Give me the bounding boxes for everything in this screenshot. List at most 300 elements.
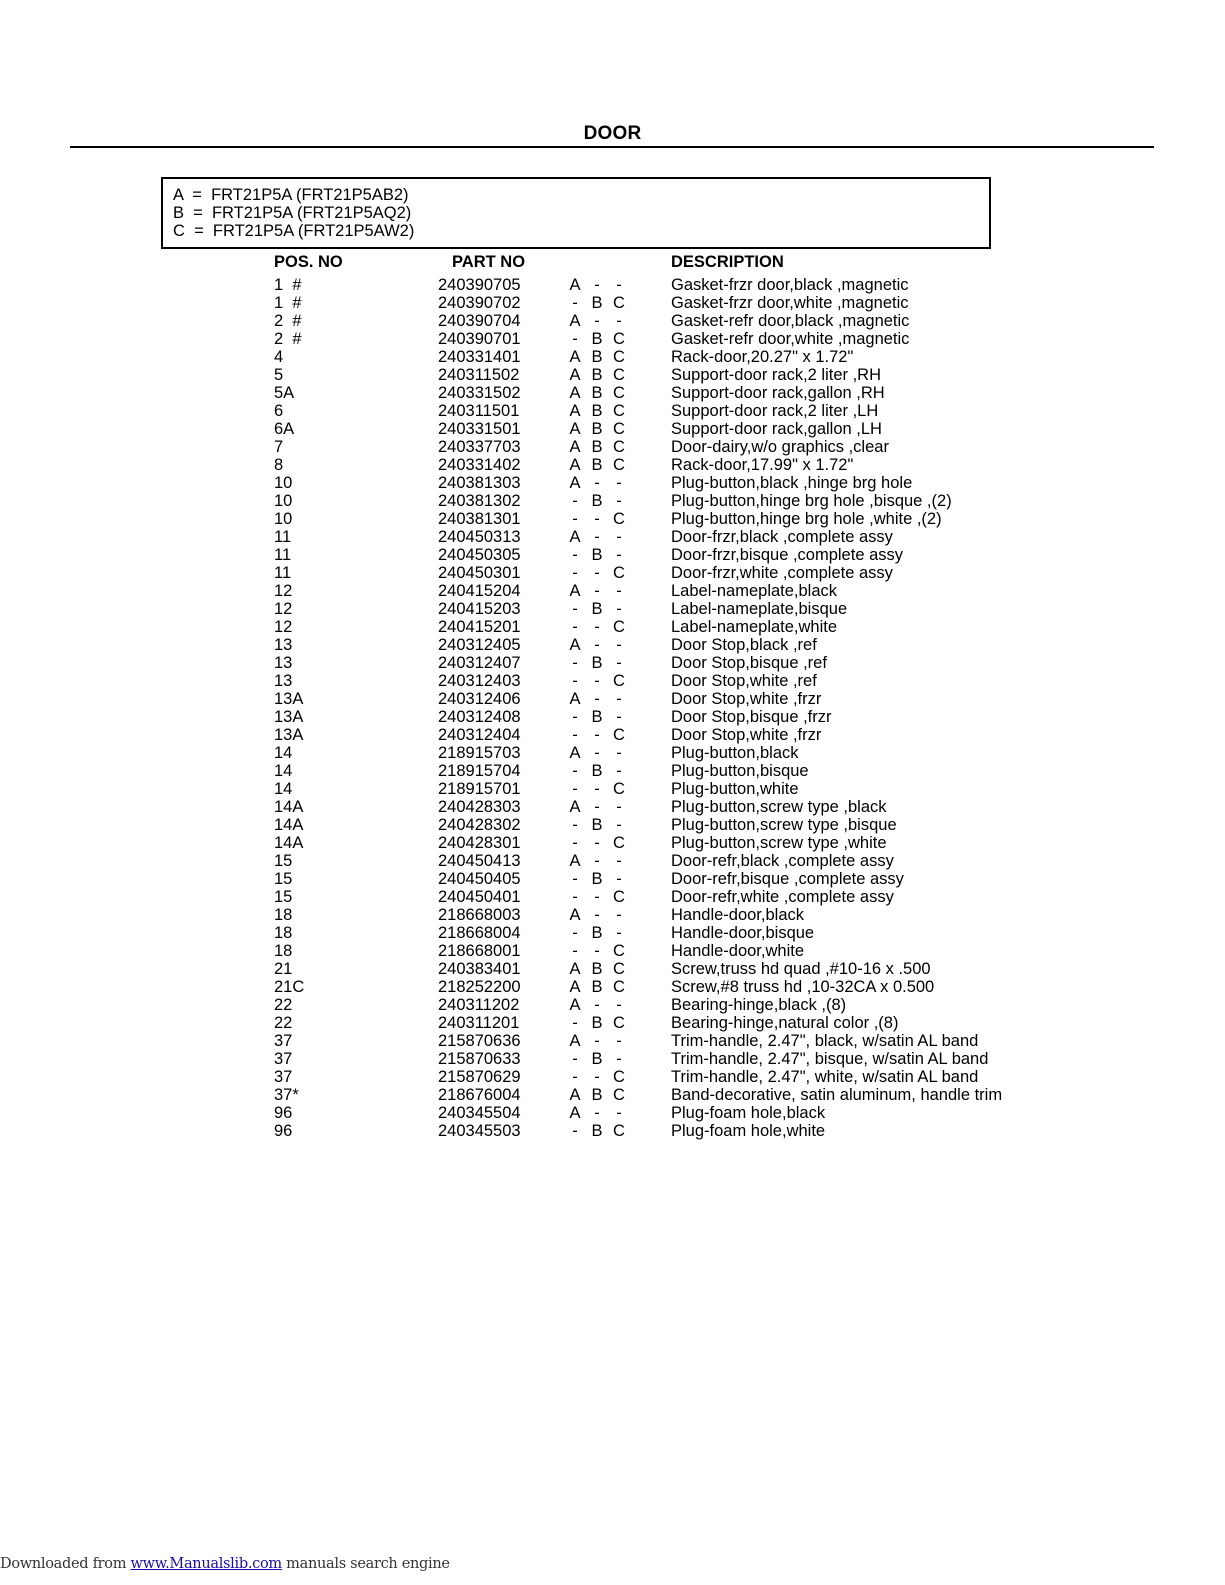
part-description: Label-nameplate,bisque [671,600,848,618]
model-b-mark: - [594,564,600,582]
part-description: Plug-button,black [671,744,799,762]
model-b-mark: B [591,1086,603,1104]
model-a-mark: - [572,564,578,582]
model-b-mark: - [594,312,600,330]
part-description: Support-door rack,gallon ,RH [671,384,885,402]
part-description: Door-frzr,bisque ,complete assy [671,546,904,564]
parts-row [0,996,1225,1014]
model-a-mark: - [572,924,578,942]
pos-number: 37 [274,1032,293,1050]
model-c-mark: - [616,744,622,762]
model-b-mark: - [594,780,600,798]
parts-row [0,672,1225,690]
parts-row [0,654,1225,672]
model-c-mark: C [613,1014,625,1032]
model-b-mark: B [591,762,603,780]
parts-row [0,456,1225,474]
part-number: 240312405 [438,636,521,654]
part-number: 240415203 [438,600,521,618]
model-b-mark: - [594,1068,600,1086]
part-description: Support-door rack,2 liter ,LH [671,402,879,420]
pos-number: 13 [274,654,293,672]
pos-number: 5A [274,384,295,402]
model-a-mark: A [569,384,581,402]
part-number: 240331502 [438,384,521,402]
model-a-mark: - [572,1122,578,1140]
pos-number: 21 [274,960,293,978]
model-c-mark: - [616,762,622,780]
parts-row [0,312,1225,330]
part-number: 240450405 [438,870,521,888]
model-c-mark: C [613,510,625,528]
part-description: Plug-button,screw type ,white [671,834,887,852]
part-description: Band-decorative, satin aluminum, handle trim [671,1086,1003,1104]
part-number: 240450401 [438,888,521,906]
part-description: Screw,truss hd quad ,#10-16 x .500 [671,960,931,978]
model-b-mark: B [591,816,603,834]
parts-row [0,420,1225,438]
model-a-mark: - [572,492,578,510]
part-number: 240428303 [438,798,521,816]
pos-number: 13A [274,708,304,726]
parts-row [0,960,1225,978]
part-description: Door-refr,bisque ,complete assy [671,870,904,888]
part-number: 240312406 [438,690,521,708]
part-number: 240311502 [438,366,520,384]
parts-row [0,942,1225,960]
part-number: 240345504 [438,1104,521,1122]
part-description: Label-nameplate,white [671,618,838,636]
pos-number: 15 [274,870,293,888]
model-a-mark: A [569,1104,581,1122]
parts-row [0,510,1225,528]
parts-row [0,474,1225,492]
part-number: 240390701 [438,330,521,348]
parts-row [0,690,1225,708]
part-number: 240381302 [438,492,521,510]
model-c-mark: C [613,1086,625,1104]
model-c-mark: - [616,1050,622,1068]
model-a-mark: A [569,960,581,978]
model-b-mark: - [594,510,600,528]
pos-number: 5 [274,366,284,384]
model-b-mark: B [591,960,603,978]
pos-number: 12 [274,600,293,618]
model-c-mark: - [616,1104,622,1122]
model-c-mark: - [616,474,622,492]
model-a-mark: A [569,690,581,708]
model-c-mark: C [613,834,625,852]
pos-number: 37* [274,1086,299,1104]
parts-row [0,438,1225,456]
pos-number: 37 [274,1050,293,1068]
model-a-mark: - [572,510,578,528]
model-a-mark: - [572,816,578,834]
model-b-mark: B [591,708,603,726]
part-description: Gasket-frzr door,white ,magnetic [671,294,909,312]
model-b-mark: B [591,546,603,564]
pos-number: 13A [274,690,304,708]
part-number: 218668001 [438,942,521,960]
pos-number: 15 [274,888,293,906]
model-a-mark: - [572,654,578,672]
part-description: Bearing-hinge,black ,(8) [671,996,847,1014]
model-b-mark: B [591,420,603,438]
model-c-mark: - [616,708,622,726]
part-description: Handle-door,bisque [671,924,815,942]
model-a-mark: - [572,762,578,780]
pos-number: 6A [274,420,295,438]
pos-number: 10 [274,492,293,510]
part-number: 218676004 [438,1086,521,1104]
part-description: Door-refr,white ,complete assy [671,888,894,906]
pos-number: 11 [274,546,292,564]
model-a-mark: A [569,528,581,546]
model-c-mark: C [613,564,625,582]
model-a-mark: A [569,366,581,384]
pos-number: 11 [274,564,292,582]
part-description: Door Stop,white ,frzr [671,690,822,708]
model-c-mark: C [613,618,625,636]
model-a-mark: - [572,600,578,618]
model-a-mark: A [569,348,581,366]
part-description: Rack-door,20.27" x 1.72" [671,348,854,366]
model-a-mark: - [572,870,578,888]
parts-row [0,852,1225,870]
download-footer [0,1556,450,1572]
pos-number: 11 [274,528,292,546]
part-number: 240337703 [438,438,521,456]
parts-row [0,1032,1225,1050]
model-a-mark: A [569,1086,581,1104]
parts-row [0,726,1225,744]
parts-row [0,744,1225,762]
model-a-mark: - [572,546,578,564]
model-legend-box [161,177,991,249]
model-c-mark: - [616,1032,622,1050]
model-b-mark: - [594,672,600,690]
part-description: Screw,#8 truss hd ,10-32CA x 0.500 [671,978,935,996]
part-number: 240415204 [438,582,521,600]
legend-line-c: C = FRT21P5A (FRT21P5AW2) [173,222,415,240]
parts-row [0,564,1225,582]
part-description: Trim-handle, 2.47", bisque, w/satin AL band [671,1050,989,1068]
pos-number: 21C [274,978,305,996]
part-description: Gasket-refr door,white ,magnetic [671,330,910,348]
model-c-mark: C [613,978,625,996]
model-c-mark: C [613,888,625,906]
pos-number: 4 [274,348,284,366]
parts-row [0,1068,1225,1086]
model-c-mark: - [616,546,622,564]
parts-row [0,978,1225,996]
part-description: Plug-button,black ,hinge brg hole [671,474,913,492]
column-header-pos: POS. NO [274,253,343,271]
model-a-mark: A [569,978,581,996]
part-number: 240390702 [438,294,521,312]
pos-number: 12 [274,582,293,600]
model-b-mark: - [594,276,600,294]
pos-number: 37 [274,1068,293,1086]
model-c-mark: C [613,456,625,474]
model-b-mark: B [591,330,603,348]
model-c-mark: C [613,438,625,456]
part-number: 240381303 [438,474,521,492]
model-b-mark: - [594,798,600,816]
part-number: 240331401 [438,348,521,366]
model-a-mark: - [572,1014,578,1032]
model-b-mark: - [594,1032,600,1050]
model-c-mark: - [616,582,622,600]
pos-number: 7 [274,438,284,456]
model-b-mark: B [591,366,603,384]
part-number: 240312407 [438,654,521,672]
model-b-mark: - [594,1104,600,1122]
column-header-part: PART NO [452,253,526,271]
pos-number: 14 [274,762,293,780]
parts-row [0,834,1225,852]
part-number: 240312408 [438,708,521,726]
parts-row [0,636,1225,654]
model-c-mark: C [613,1068,625,1086]
model-a-mark: A [569,474,581,492]
model-b-mark: - [594,888,600,906]
pos-number: 18 [274,942,293,960]
parts-row [0,492,1225,510]
model-a-mark: A [569,744,581,762]
model-a-mark: A [569,276,581,294]
part-description: Door-frzr,white ,complete assy [671,564,893,582]
parts-row [0,1050,1225,1068]
model-c-mark: C [613,960,625,978]
parts-row [0,582,1225,600]
parts-row [0,348,1225,366]
part-description: Gasket-refr door,black ,magnetic [671,312,910,330]
model-b-mark: B [591,402,603,420]
model-b-mark: - [594,528,600,546]
parts-row [0,366,1225,384]
part-number: 240311201 [438,1014,520,1032]
part-description: Label-nameplate,black [671,582,838,600]
pos-number: 13 [274,636,293,654]
part-description: Rack-door,17.99" x 1.72" [671,456,854,474]
part-number: 215870629 [438,1068,521,1086]
part-number: 240450305 [438,546,521,564]
model-c-mark: - [616,276,622,294]
model-b-mark: B [591,294,603,312]
pos-number: 2 # [274,312,302,330]
model-a-mark: A [569,456,581,474]
model-a-mark: - [572,1068,578,1086]
part-number: 240428302 [438,816,521,834]
model-a-mark: A [569,798,581,816]
model-b-mark: B [591,870,603,888]
part-number: 240450313 [438,528,521,546]
part-number: 240312404 [438,726,521,744]
model-b-mark: - [594,942,600,960]
parts-row [0,906,1225,924]
model-b-mark: B [591,492,603,510]
part-description: Plug-button,hinge brg hole ,white ,(2) [671,510,942,528]
model-c-mark: C [613,348,625,366]
part-number: 240450413 [438,852,521,870]
parts-row [0,1086,1225,1104]
column-header-description: DESCRIPTION [671,253,784,271]
part-number: 240390704 [438,312,521,330]
model-a-mark: A [569,636,581,654]
pos-number: 13 [274,672,293,690]
model-c-mark: C [613,420,625,438]
part-number: 215870636 [438,1032,521,1050]
pos-number: 15 [274,852,293,870]
model-c-mark: - [616,924,622,942]
part-description: Door-frzr,black ,complete assy [671,528,893,546]
model-a-mark: A [569,420,581,438]
pos-number: 1 # [274,276,302,294]
part-number: 218915701 [438,780,521,798]
model-b-mark: - [594,636,600,654]
part-number: 240390705 [438,276,521,294]
part-description: Handle-door,white [671,942,804,960]
model-b-mark: B [591,1122,603,1140]
model-a-mark: - [572,1050,578,1068]
footer-suffix: manuals search engine [281,1556,450,1572]
part-description: Door-dairy,w/o graphics ,clear [671,438,889,456]
model-c-mark: - [616,528,622,546]
model-b-mark: B [591,1050,603,1068]
model-c-mark: - [616,798,622,816]
title-divider [70,146,1154,148]
model-c-mark: C [613,330,625,348]
parts-list [0,276,1225,1140]
page-title: DOOR [583,123,642,144]
parts-row [0,798,1225,816]
model-a-mark: A [569,852,581,870]
parts-row [0,1104,1225,1122]
model-c-mark: C [613,294,625,312]
pos-number: 18 [274,924,293,942]
model-a-mark: - [572,780,578,798]
part-description: Trim-handle, 2.47", white, w/satin AL band [671,1068,979,1086]
parts-row [0,402,1225,420]
model-b-mark: - [594,834,600,852]
parts-row [0,276,1225,294]
model-a-mark: A [569,1032,581,1050]
part-number: 240331501 [438,420,521,438]
pos-number: 12 [274,618,293,636]
model-c-mark: C [613,402,625,420]
model-b-mark: - [594,690,600,708]
part-description: Plug-button,screw type ,bisque [671,816,897,834]
model-b-mark: - [594,474,600,492]
model-a-mark: - [572,708,578,726]
part-number: 240311202 [438,996,520,1014]
part-number: 240311501 [438,402,520,420]
model-a-mark: - [572,942,578,960]
model-a-mark: - [572,618,578,636]
model-b-mark: B [591,1014,603,1032]
part-description: Plug-button,white [671,780,799,798]
model-a-mark: A [569,906,581,924]
pos-number: 14A [274,834,304,852]
part-description: Door Stop,white ,ref [671,672,817,690]
part-number: 215870633 [438,1050,521,1068]
pos-number: 6 [274,402,284,420]
model-c-mark: - [616,996,622,1014]
model-a-mark: A [569,996,581,1014]
manualslib-link[interactable]: www.Manualslib.com [130,1556,282,1572]
part-description: Plug-button,screw type ,black [671,798,887,816]
pos-number: 10 [274,510,293,528]
model-c-mark: C [613,366,625,384]
model-b-mark: B [591,600,603,618]
part-number: 240381301 [438,510,521,528]
part-number: 240450301 [438,564,521,582]
model-c-mark: - [616,312,622,330]
part-description: Handle-door,black [671,906,804,924]
part-description: Bearing-hinge,natural color ,(8) [671,1014,899,1032]
pos-number: 96 [274,1122,293,1140]
part-number: 218252200 [438,978,521,996]
model-c-mark: C [613,1122,625,1140]
parts-row [0,924,1225,942]
model-a-mark: A [569,582,581,600]
part-number: 240345503 [438,1122,521,1140]
model-b-mark: - [594,996,600,1014]
pos-number: 14A [274,798,304,816]
legend-line-b: B = FRT21P5A (FRT21P5AQ2) [173,204,412,222]
model-c-mark: - [616,600,622,618]
pos-number: 14A [274,816,304,834]
pos-number: 2 # [274,330,302,348]
part-description: Plug-foam hole,black [671,1104,826,1122]
part-description: Door Stop,black ,ref [671,636,817,654]
parts-row [0,888,1225,906]
model-b-mark: B [591,924,603,942]
parts-row [0,546,1225,564]
parts-row [0,780,1225,798]
pos-number: 13A [274,726,304,744]
model-a-mark: - [572,294,578,312]
parts-row [0,330,1225,348]
model-a-mark: - [572,330,578,348]
part-number: 240331402 [438,456,521,474]
parts-row [0,816,1225,834]
part-number: 218915703 [438,744,521,762]
model-c-mark: - [616,690,622,708]
pos-number: 1 # [274,294,302,312]
footer-prefix: Downloaded from [0,1556,131,1572]
parts-row [0,1122,1225,1140]
pos-number: 96 [274,1104,293,1122]
part-description: Support-door rack,2 liter ,RH [671,366,881,384]
parts-row [0,294,1225,312]
part-description: Door-refr,black ,complete assy [671,852,894,870]
parts-row [0,1014,1225,1032]
pos-number: 14 [274,744,293,762]
pos-number: 14 [274,780,293,798]
part-description: Support-door rack,gallon ,LH [671,420,882,438]
model-a-mark: - [572,888,578,906]
model-a-mark: - [572,672,578,690]
model-c-mark: C [613,384,625,402]
model-a-mark: - [572,726,578,744]
parts-row [0,384,1225,402]
part-description: Door Stop,bisque ,frzr [671,708,832,726]
parts-row [0,618,1225,636]
model-a-mark: A [569,402,581,420]
pos-number: 22 [274,996,293,1014]
